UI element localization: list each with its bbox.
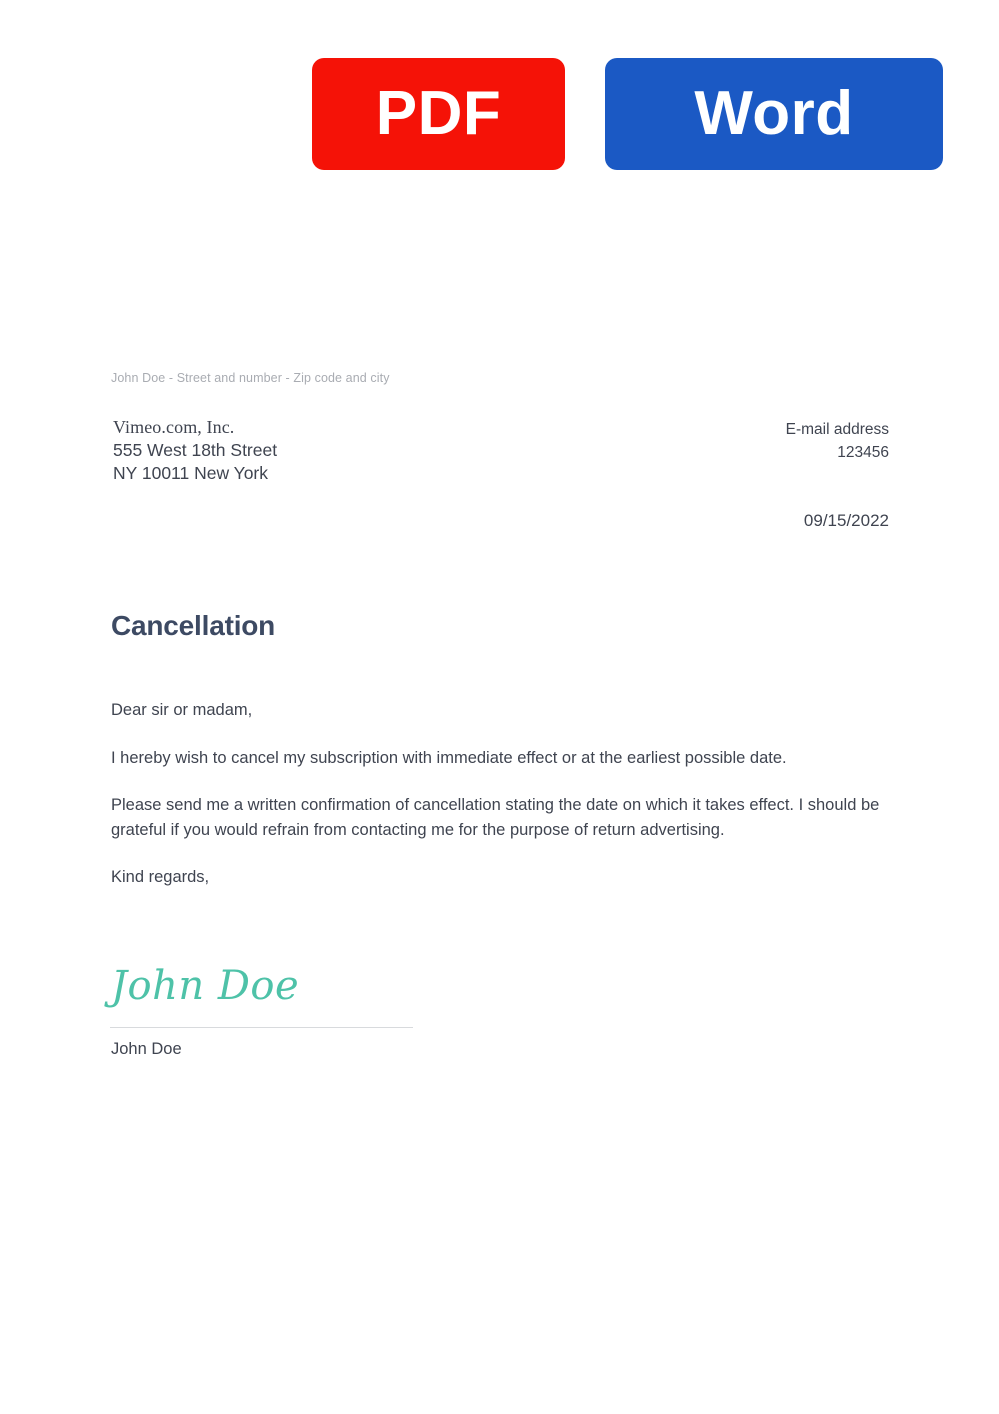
letter-body: [111, 698, 891, 890]
signature-printed-name: John Doe: [111, 1040, 182, 1058]
letter-paragraph-1: I hereby wish to cancel my subscription with immediate effect or at the earliest possible date.: [111, 749, 787, 767]
letter-paragraph-2: Please send me a written confirmation of cancellation stating the date on which it takes effect. I should be grateful if you would refrain from contacting me for the purpose of return advertising.: [111, 796, 880, 839]
letter-salutation: Dear sir or madam,: [111, 701, 253, 719]
recipient-city-state-zip: NY 10011 New York: [113, 463, 269, 483]
signature-block: [110, 955, 415, 1059]
recipient-street: 555 West 18th Street: [113, 440, 278, 460]
download-word-button[interactable]: Word: [605, 58, 943, 170]
handwritten-signature: John Doe: [111, 963, 300, 1009]
sender-contact-block: [786, 418, 889, 464]
email-address-label: E-mail address: [785, 421, 889, 438]
signature-divider: [110, 1027, 413, 1028]
download-pdf-button[interactable]: PDF: [312, 58, 565, 170]
recipient-address-block: [113, 416, 277, 485]
letter-date: 09/15/2022: [803, 511, 889, 530]
letter-closing: Kind regards,: [111, 868, 210, 886]
recipient-company: Vimeo.com, Inc.: [113, 417, 235, 437]
letter-subject-heading: Cancellation: [111, 610, 276, 641]
sender-return-address: John Doe - Street and number - Zip code and city: [111, 371, 390, 385]
email-address-value: 123456: [837, 444, 889, 461]
